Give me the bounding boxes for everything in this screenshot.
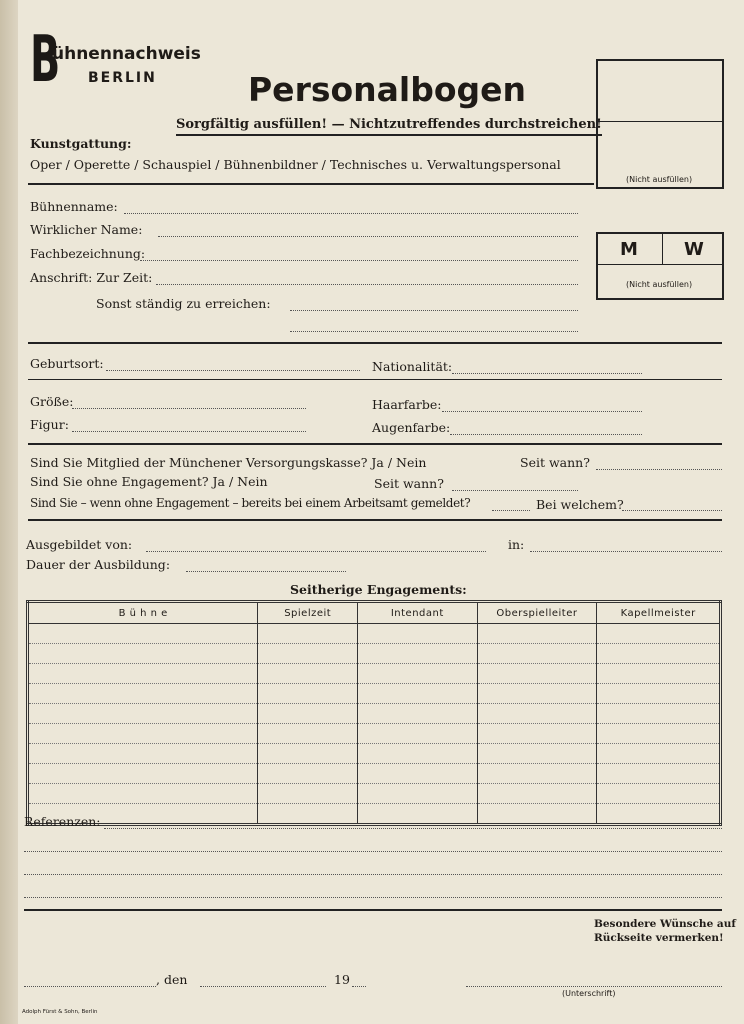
library-stamp — [2, 370, 12, 630]
photo-box-note: (Nicht ausfüllen) — [626, 175, 693, 184]
logo-city: BERLIN — [88, 70, 157, 86]
col-kapellmeister: Kapellmeister — [597, 602, 721, 624]
dauer-label: Dauer der Ausbildung: — [26, 557, 171, 572]
question-arbeitsamt-field[interactable] — [492, 510, 530, 511]
table-row[interactable] — [28, 664, 721, 684]
haarfarbe-field[interactable] — [442, 411, 642, 412]
wishes-note-1: Besondere Wünsche auf — [594, 918, 736, 930]
gender-m[interactable]: M — [620, 239, 638, 260]
gender-box — [596, 232, 724, 300]
engagements-title: Seitherige Engagements: — [290, 582, 467, 597]
referenzen-field-2[interactable] — [24, 851, 722, 852]
question-versorgungskasse-since-label: Seit wann? — [520, 455, 590, 470]
table-row[interactable] — [28, 744, 721, 764]
question-ohne-engagement[interactable]: Sind Sie ohne Engagement? Ja / Nein — [30, 474, 268, 489]
wirklicher-name-label: Wirklicher Name: — [30, 222, 143, 237]
signature-label: (Unterschrift) — [562, 989, 616, 998]
anschrift-label: Anschrift: Zur Zeit: — [30, 270, 153, 285]
gender-box-note: (Nicht ausfüllen) — [626, 280, 693, 289]
nationalitaet-field[interactable] — [452, 373, 642, 374]
sonst-label: Sonst ständig zu erreichen: — [96, 296, 271, 311]
groesse-field[interactable] — [72, 408, 306, 409]
question-ohne-engagement-since-label: Seit wann? — [374, 476, 444, 491]
fachbezeichnung-label: Fachbezeichnung: — [30, 246, 146, 261]
buehnenname-field[interactable] — [124, 213, 578, 214]
wirklicher-name-field[interactable] — [158, 236, 578, 237]
in-field[interactable] — [530, 551, 722, 552]
ausgebildet-field[interactable] — [146, 551, 486, 552]
augenfarbe-field[interactable] — [450, 434, 642, 435]
den-label: , den — [156, 972, 188, 987]
question-arbeitsamt-which-field[interactable] — [622, 510, 722, 511]
groesse-label: Größe: — [30, 394, 74, 409]
haarfarbe-label: Haarfarbe: — [372, 397, 442, 412]
question-versorgungskasse-since-field[interactable] — [596, 469, 722, 470]
col-spielzeit: Spielzeit — [258, 602, 358, 624]
page-title: Personalbogen — [248, 70, 527, 109]
year-label: 19 — [334, 972, 350, 987]
fachbezeichnung-field[interactable] — [140, 260, 578, 261]
sonst-field-2[interactable] — [290, 331, 578, 332]
gender-w[interactable]: W — [684, 239, 704, 260]
buehnenname-label: Bühnenname: — [30, 199, 118, 214]
question-ohne-engagement-since-field[interactable] — [452, 490, 578, 491]
table-row[interactable] — [28, 704, 721, 724]
figur-label: Figur: — [30, 417, 69, 432]
sonst-field-1[interactable] — [290, 310, 578, 311]
table-row[interactable] — [28, 804, 721, 825]
figur-field[interactable] — [72, 431, 306, 432]
question-versorgungskasse[interactable]: Sind Sie Mitglied der Münchener Versorgungskasse? Ja / Nein — [30, 455, 427, 470]
logo-initial: B — [30, 23, 61, 97]
col-intendant: Intendant — [358, 602, 478, 624]
signature-field[interactable] — [466, 986, 722, 987]
kunstgattung-label: Kunstgattung: — [30, 136, 132, 151]
nationalitaet-label: Nationalität: — [372, 359, 453, 374]
page-edge — [0, 0, 18, 1024]
table-row[interactable] — [28, 684, 721, 704]
geburtsort-label: Geburtsort: — [30, 356, 104, 371]
col-buehne: B ü h n e — [28, 602, 258, 624]
wishes-note-2: Rückseite vermerken! — [594, 932, 724, 944]
table-row[interactable] — [28, 644, 721, 664]
question-arbeitsamt[interactable]: Sind Sie – wenn ohne Engagement – bereits bei einem Arbeitsamt gemeldet? — [30, 496, 471, 510]
engagements-table — [26, 600, 722, 826]
place-field[interactable] — [24, 986, 156, 987]
dauer-field[interactable] — [186, 571, 346, 572]
ausgebildet-label: Ausgebildet von: — [26, 537, 133, 552]
referenzen-field-1[interactable] — [104, 828, 722, 829]
referenzen-field-4[interactable] — [24, 897, 722, 898]
question-arbeitsamt-which-label: Bei welchem? — [536, 497, 624, 512]
date-field[interactable] — [200, 986, 326, 987]
logo-title: ühnennachweis — [52, 44, 201, 64]
table-row[interactable] — [28, 764, 721, 784]
augenfarbe-label: Augenfarbe: — [372, 420, 451, 435]
in-label: in: — [508, 537, 525, 552]
referenzen-label: Referenzen: — [24, 814, 101, 829]
table-row[interactable] — [28, 724, 721, 744]
year-field[interactable] — [352, 986, 366, 987]
table-row[interactable] — [28, 624, 721, 644]
geburtsort-field[interactable] — [106, 370, 360, 371]
col-oberspielleiter: Oberspielleiter — [477, 602, 597, 624]
photo-box — [596, 59, 724, 189]
kunstgattung-options[interactable]: Oper / Operette / Schauspiel / Bühnenbildner / Technisches u. Verwaltungspersonal — [30, 157, 561, 172]
printer-imprint: Adolph Fürst & Sohn, Berlin — [22, 1009, 98, 1015]
instructions: Sorgfältig ausfüllen! — Nichtzutreffendes durchstreichen! — [176, 117, 602, 136]
table-row[interactable] — [28, 784, 721, 804]
anschrift-field[interactable] — [156, 284, 578, 285]
referenzen-field-3[interactable] — [24, 874, 722, 875]
